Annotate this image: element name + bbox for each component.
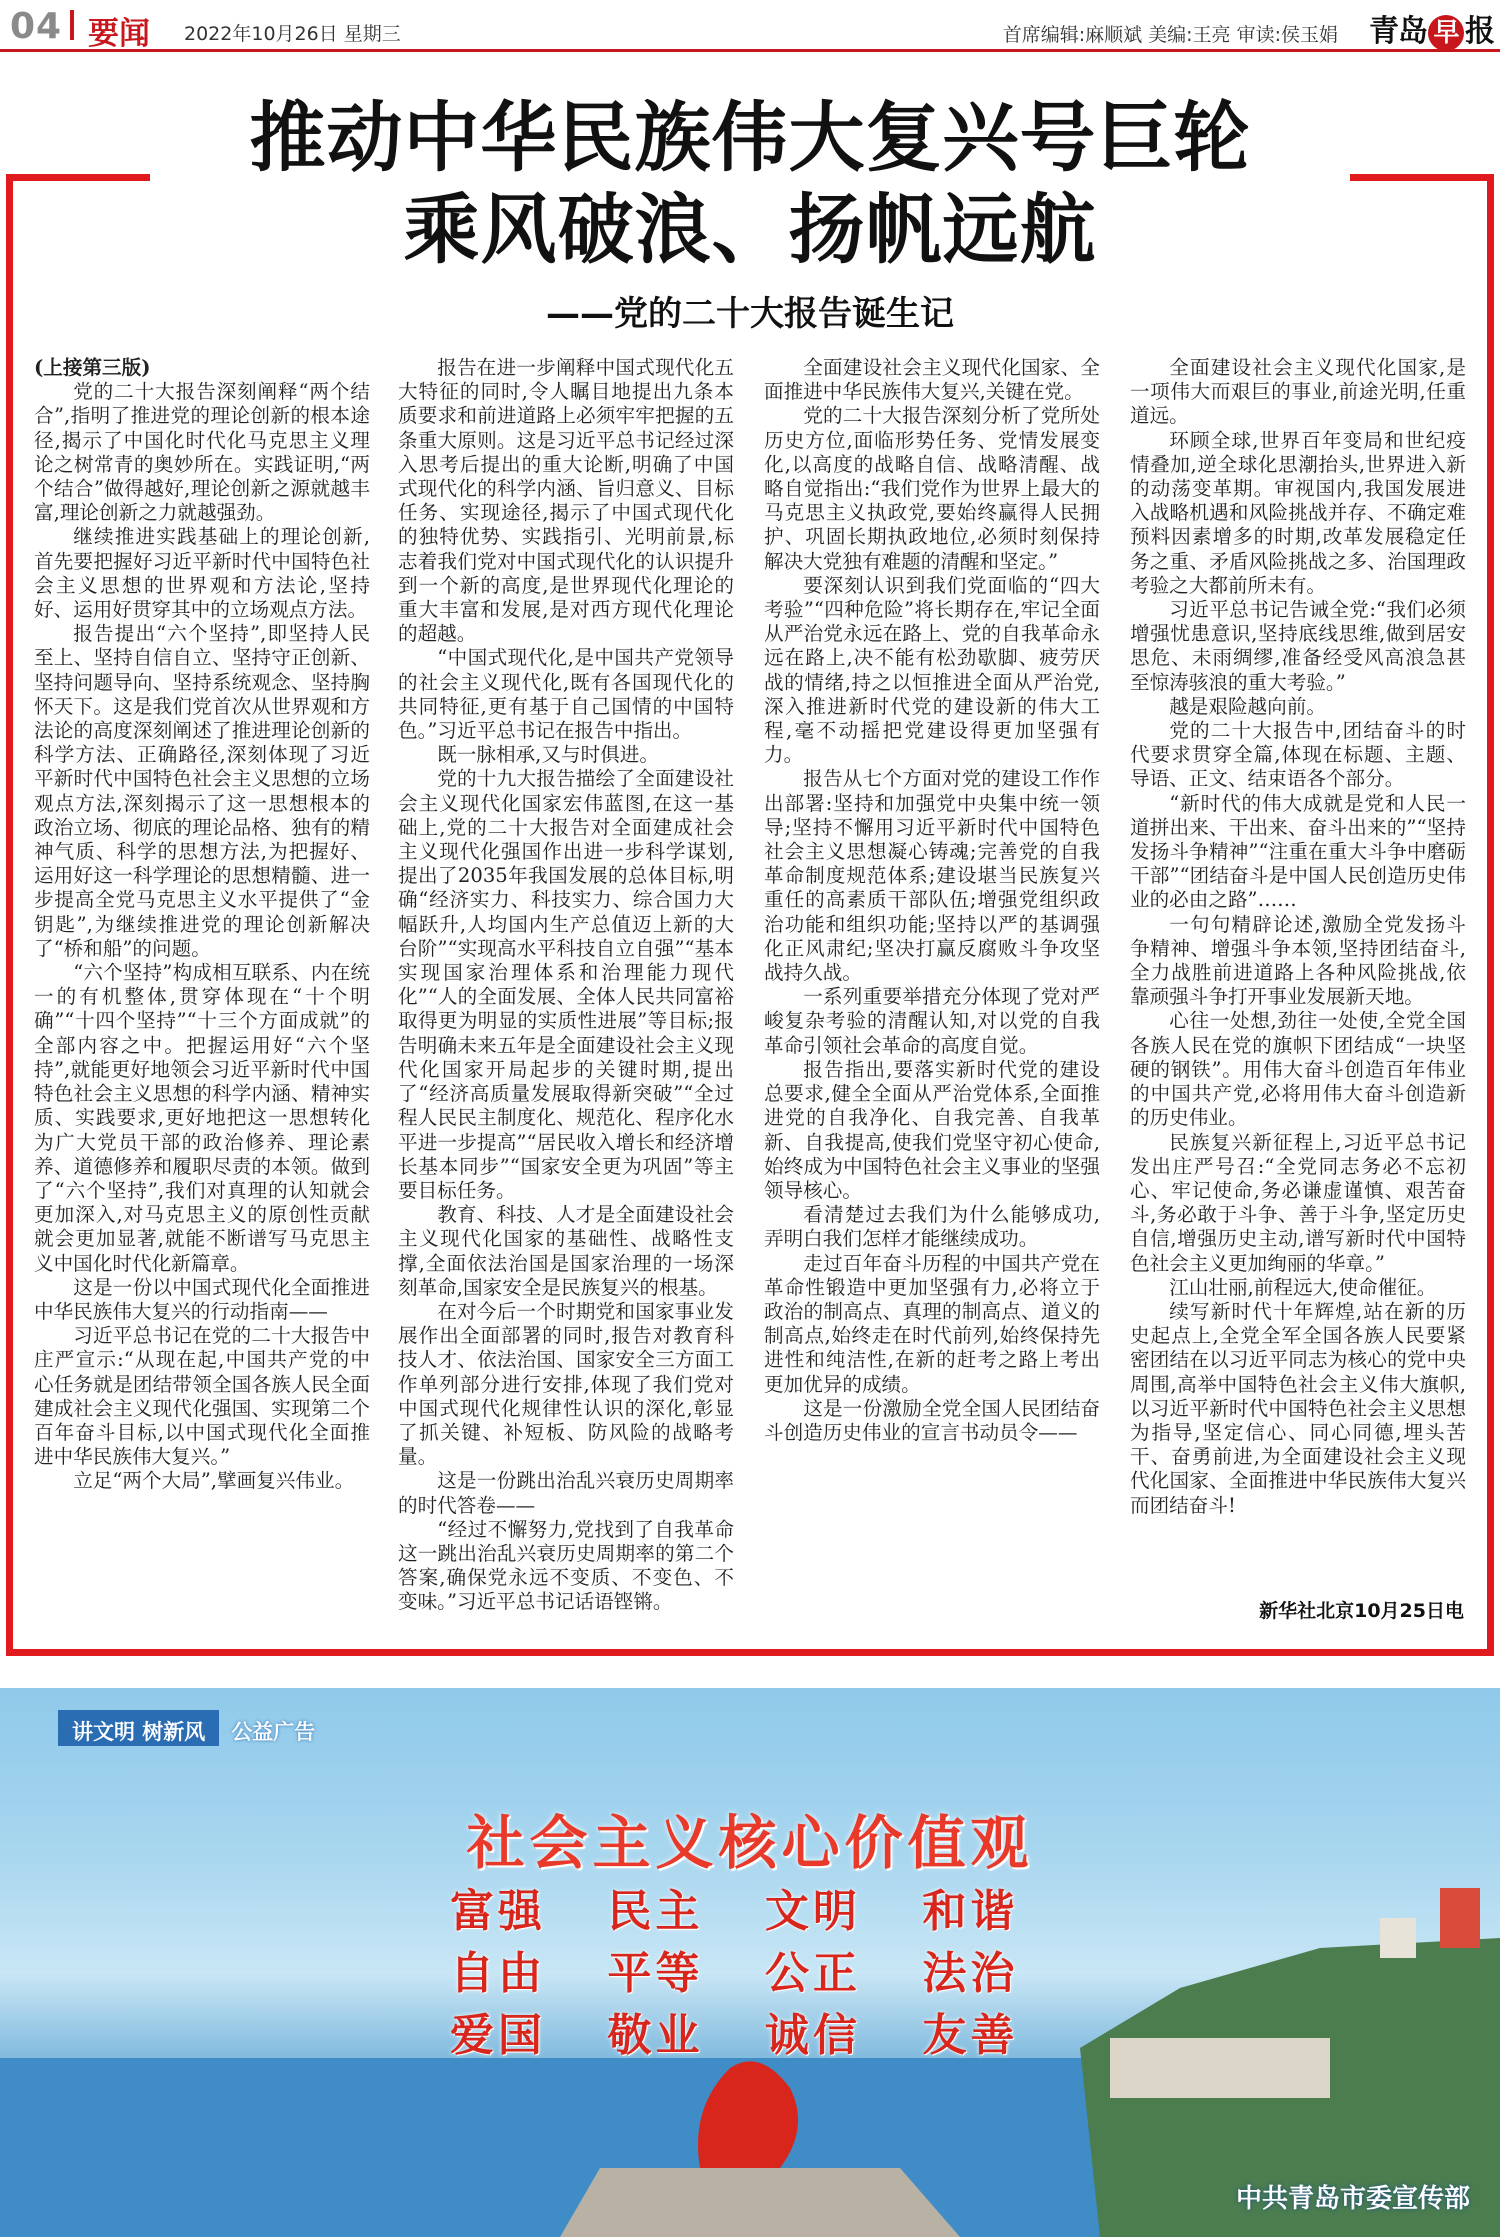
value-item: 民主 [607, 1886, 704, 1937]
core-values-grid [450, 1884, 1080, 2064]
building [1380, 1918, 1416, 1958]
paragraph: 既一脉相承,又与时俱进。 [437, 743, 659, 767]
paragraph: 习近平总书记告诫全党:“我们必须增强忧患意识,坚持底线思维,做到居安思危、未雨绸缪,准备经受风高浪急甚至惊涛骇浪的重大考验。” [1130, 598, 1466, 694]
ad-title: 社会主义核心价值观 [466, 1809, 1034, 1877]
paragraph: 教育、科技、人才是全面建设社会主义现代化国家的基础性、战略性支撑,全面依法治国是国家治理的一场深刻革命,国家安全是民族复兴的根基。 [398, 1203, 734, 1299]
logo-badge: 早 [1428, 15, 1464, 51]
paragraph: 全面建设社会主义现代化国家,是一项伟大而艰巨的事业,前途光明,任重道远。 [1130, 356, 1466, 428]
paragraph: 这是一份以中国式现代化全面推进中华民族伟大复兴的行动指南—— [34, 1275, 370, 1323]
headline [150, 92, 1350, 342]
public-service-ad [0, 1688, 1500, 2237]
value-item: 法治 [922, 1948, 1019, 1999]
paragraph: “六个坚持”构成相互联系、内在统一的有机整体,贯穿体现在“十个明确”“十四个坚持”“十三个方面成就”的全部内容之中。把握运用好“六个坚持”,就能更好地领会习近平新时代中国特色社会主义思想的科学内涵、精神实质、实践要求,更好地把这一思想转化为广大党员干部的政治修养、理论素养、道德修养和履职尽责的本领。做到了“六个坚持”,我们对真理的认知就会更加深入,对马克思主义的原创性贡献就会更加显著,就能不断谱写马克思主义中国化时代化新篇章。 [34, 961, 370, 1275]
paragraph: 越是艰险越向前。 [1169, 694, 1326, 718]
paragraph: “新时代的伟大成就是党和人民一道拼出来、干出来、奋斗出来的”“坚持发扬斗争精神”“注重在重大斗争中磨砺干部”“团结奋斗是中国人民创造历史伟业的必由之路”…… [1130, 791, 1466, 912]
paragraph: 民族复兴新征程上,习近平总书记发出庄严号召:“全党同志务必不忘初心、牢记使命,务必谦虚谨慎、艰苦奋斗,务必敢于斗争、善于斗争,坚定历史自信,增强历史主动,谱写新时代中国特色社会主义更加绚丽的华章。” [1130, 1130, 1466, 1275]
paragraph: 报告在进一步阐释中国式现代化五大特征的同时,令人瞩目地提出九条本质要求和前进道路上必须牢牢把握的五条重大原则。这是习近平总书记经过深入思考后提出的重大论断,明确了中国式现代化的科学内涵、旨归意义、目标任务、实现途径,揭示了中国式现代化的独特优势、实践指引、光明前景,标志着我们党对中国式现代化的认识提升到一个新的高度,是世界现代化理论的重大丰富和发展,是对西方现代化理论的超越。 [398, 356, 734, 646]
value-item: 文明 [765, 1886, 861, 1937]
building [1440, 1888, 1480, 1948]
paragraph: 走过百年奋斗历程的中国共产党在革命性锻造中更加坚强有力,必将立于政治的制高点、真理的制高点、道义的制高点,始终走在时代前列,始终保持先进性和纯洁性,在新的赶考之路上考出更加优异的成绩。 [764, 1251, 1100, 1396]
paragraph: 这是一份跳出治乱兴衰历史周期率的时代答卷—— [398, 1469, 734, 1517]
issue-date: 2022年10月26日 星期三 [184, 23, 401, 45]
ad-label [58, 1710, 327, 1746]
ad-type: 公益广告 [231, 1720, 316, 1744]
newspaper-logo [1369, 6, 1494, 51]
paragraph: 党的二十大报告中,团结奋斗的时代要求贯穿全篇,体现在标题、主题、导语、正文、结束语各个部分。 [1130, 719, 1466, 791]
paragraph: 立足“两个大局”,擘画复兴伟业。 [73, 1469, 355, 1493]
paragraph: 江山壮丽,前程远大,使命催征。 [1169, 1275, 1437, 1299]
paragraph: 党的二十大报告深刻分析了党所处历史方位,面临形势任务、党情发展变化,以高度的战略自信、战略清醒、战略自觉指出:“我们党作为世界上最大的马克思主义执政党,要始终赢得人民拥护、巩固长期执政地位,必须时刻保持解决大党独有难题的清醒和坚定。” [764, 404, 1100, 573]
paragraph: 续写新时代十年辉煌,站在新的历史起点上,全党全军全国各族人民要紧密团结在以习近平同志为核心的党中央周围,高举中国特色社会主义伟大旗帜,以习近平新时代中国特色社会主义思想为指导,坚定信心、同心同德,埋头苦干、奋勇前进,为全面建设社会主义现代化国家、全面推进中华民族伟大复兴而团结奋斗! [1130, 1299, 1466, 1517]
continued-note: (上接第三版) [34, 356, 151, 379]
paragraph: 看清楚过去我们为什么能够成功,弄明白我们怎样才能继续成功。 [764, 1203, 1100, 1251]
value-item: 敬业 [607, 2010, 704, 2061]
paragraph: 全面建设社会主义现代化国家、全面推进中华民族伟大复兴,关键在党。 [764, 356, 1100, 404]
ad-sponsor: 中共青岛市委宣传部 [1235, 2184, 1470, 2214]
paragraph: 要深刻认识到我们党面临的“四大考验”“四种危险”将长期存在,牢记全面从严治党永远在路上、党的自我革命永远在路上,决不能有松劲歇脚、疲劳厌战的情绪,持之以恒推进全面从严治党,深入推进新时代党的建设新的伟大工程,毫不动摇把党建设得更加坚强有力。 [764, 573, 1100, 767]
paragraph: 报告提出“六个坚持”,即坚持人民至上、坚持自信自立、坚持守正创新、坚持问题导向、坚持系统观念、坚持胸怀天下。这是我们党首次从世界观和方法论的高度深刻阐述了推进理论创新的科学方法、正确路径,深刻体现了习近平新时代中国特色社会主义思想的立场观点方法,深刻揭示了这一思想根本的政治立场、彻底的理论品格、独有的精神气质、科学的思想方法,为把握好、运用好这一科学理论的思想精髓、进一步提高全党马克思主义水平提供了“金钥匙”,为继续推进党的理论创新解决了“桥和船”的问题。 [34, 622, 370, 960]
paragraph: 报告指出,要落实新时代党的建设总要求,健全全面从严治党体系,全面推进党的自我净化、自我完善、自我革新、自我提高,使我们党坚守初心使命,始终成为中国特色社会主义事业的坚强领导核心。 [764, 1057, 1100, 1202]
page-header [0, 0, 1500, 52]
paragraph: “经过不懈努力,党找到了自我革命这一跳出治乱兴衰历史周期率的第二个答案,确保党永远不变质、不变色、不变味。”习近平总书记话语铿锵。 [398, 1517, 734, 1614]
paragraph: 这是一份激励全党全国人民团结奋斗创造历史伟业的宣言书动员令—— [764, 1396, 1100, 1444]
value-item: 爱国 [450, 2010, 546, 2061]
header-divider [70, 10, 74, 40]
logo-text-right: 报 [1465, 14, 1494, 49]
value-item: 富强 [450, 1886, 546, 1937]
paragraph: 党的二十大报告深刻阐释“两个结合”,指明了推进党的理论创新的根本途径,揭示了中国化时代化马克思主义理论之树常青的奥妙所在。实践证明,“两个结合”做得越好,理论创新之源就越丰富,理论创新之力就越强劲。 [34, 380, 370, 525]
headline-line-1: 推动中华民族伟大复兴号巨轮 [249, 93, 1251, 182]
article-body [34, 356, 1466, 1618]
ad-tag: 讲文明 树新风 [58, 1710, 219, 1746]
text-column-3 [764, 356, 1100, 1618]
page-number: 04 [10, 6, 63, 47]
paragraph: 一句句精辟论述,激励全党发扬斗争精神、增强斗争本领,坚持团结奋斗,全力战胜前进道路上各种风险挑战,依靠顽强斗争打开事业发展新天地。 [1130, 912, 1466, 1009]
paragraph: 继续推进实践基础上的理论创新,首先要把握好习近平新时代中国特色社会主义思想的世界观和方法论,坚持好、运用好贯穿其中的立场观点方法。 [34, 525, 370, 622]
paragraph: 心往一处想,劲往一处使,全党全国各族人民在党的旗帜下团结成“一块坚硬的钢铁”。用伟大奋斗创造百年伟业的中国共产党,必将用伟大奋斗创造新的历史伟业。 [1130, 1009, 1466, 1130]
paragraph: 习近平总书记在党的二十大报告中庄严宣示:“从现在起,中国共产党的中心任务就是团结带领全国各族人民全面建成社会主义现代化强国、实现第二个百年奋斗目标,以中国式现代化全面推进中华民族伟大复兴。” [34, 1324, 370, 1469]
section-name: 要闻 [88, 16, 150, 52]
value-item: 和谐 [922, 1886, 1019, 1937]
logo-text-left: 青岛 [1369, 14, 1427, 49]
editor-credits: 首席编辑:麻顺斌 美编:王亮 审读:侯玉娟 [1002, 24, 1338, 46]
plaza [560, 2168, 960, 2237]
paragraph: 报告从七个方面对党的建设工作作出部署:坚持和加强党中央集中统一领导;坚持不懈用习近平新时代中国特色社会主义思想凝心铸魂;完善党的自我革命制度规范体系;建设堪当民族复兴重任的高素质干部队伍;增强党组织政治功能和组织功能;坚持以严的基调强化正风肃纪;坚决打赢反腐败斗争攻坚战持久战。 [764, 767, 1100, 985]
subheadline: ——党的二十大报告诞生记 [546, 294, 954, 334]
value-item: 公正 [765, 1948, 861, 1999]
dateline-byline: 新华社北京10月25日电 [1259, 1600, 1464, 1622]
value-item: 自由 [450, 1948, 546, 1999]
paragraph: “中国式现代化,是中国共产党领导的社会主义现代化,既有各国现代化的共同特征,更有基于自己国情的中国特色。”习近平总书记在报告中指出。 [398, 646, 734, 743]
text-column-2 [398, 356, 734, 1618]
paragraph: 环顾全球,世界百年变局和世纪疫情叠加,逆全球化思潮抬头,世界进入新的动荡变革期。审视国内,我国发展进入战略机遇和风险挑战并存、不确定难预料因素增多的时期,改革发展稳定任务之重、矛盾风险挑战之多、治国理政考验之大都前所未有。 [1130, 428, 1466, 597]
text-column-4 [1130, 356, 1466, 1618]
building [1110, 2038, 1330, 2098]
paragraph: 一系列重要举措充分体现了党对严峻复杂考验的清醒认知,对以党的自我革命引领社会革命的高度自觉。 [764, 985, 1100, 1057]
paragraph: 党的十九大报告描绘了全面建设社会主义现代化国家宏伟蓝图,在这一基础上,党的二十大报告对全面建成社会主义现代化强国作出进一步科学谋划,提出了2035年我国发展的总体目标,明确“经济实力、科技实力、综合国力大幅跃升,人均国内生产总值迈上新的大台阶”“实现高水平科技自立自强”“基本实现国家治理体系和治理能力现代化”“人的全面发展、全体人民共同富裕取得更为明显的实质性进展”等目标;报告明确未来五年是全面建设社会主义现代化国家开局起步的关键时期,提出了“经济高质量发展取得新突破”“全过程人民民主制度化、规范化、程序化水平进一步提高”“居民收入增长和经济增长基本同步”“国家安全更为巩固”等主要目标任务。 [398, 767, 734, 1202]
paragraph: 在对今后一个时期党和国家事业发展作出全面部署的同时,报告对教育科技人才、依法治国、国家安全三方面工作单列部分进行安排,体现了我们党对中国式现代化规律性认识的深化,彰显了抓关键、补短板、防风险的战略考量。 [398, 1299, 734, 1469]
text-column-1 [34, 356, 370, 1618]
value-item: 诚信 [765, 2010, 861, 2061]
value-item: 友善 [922, 2010, 1019, 2061]
headline-line-2: 乘风破浪、扬帆远航 [403, 185, 1097, 274]
value-item: 平等 [607, 1948, 704, 1999]
